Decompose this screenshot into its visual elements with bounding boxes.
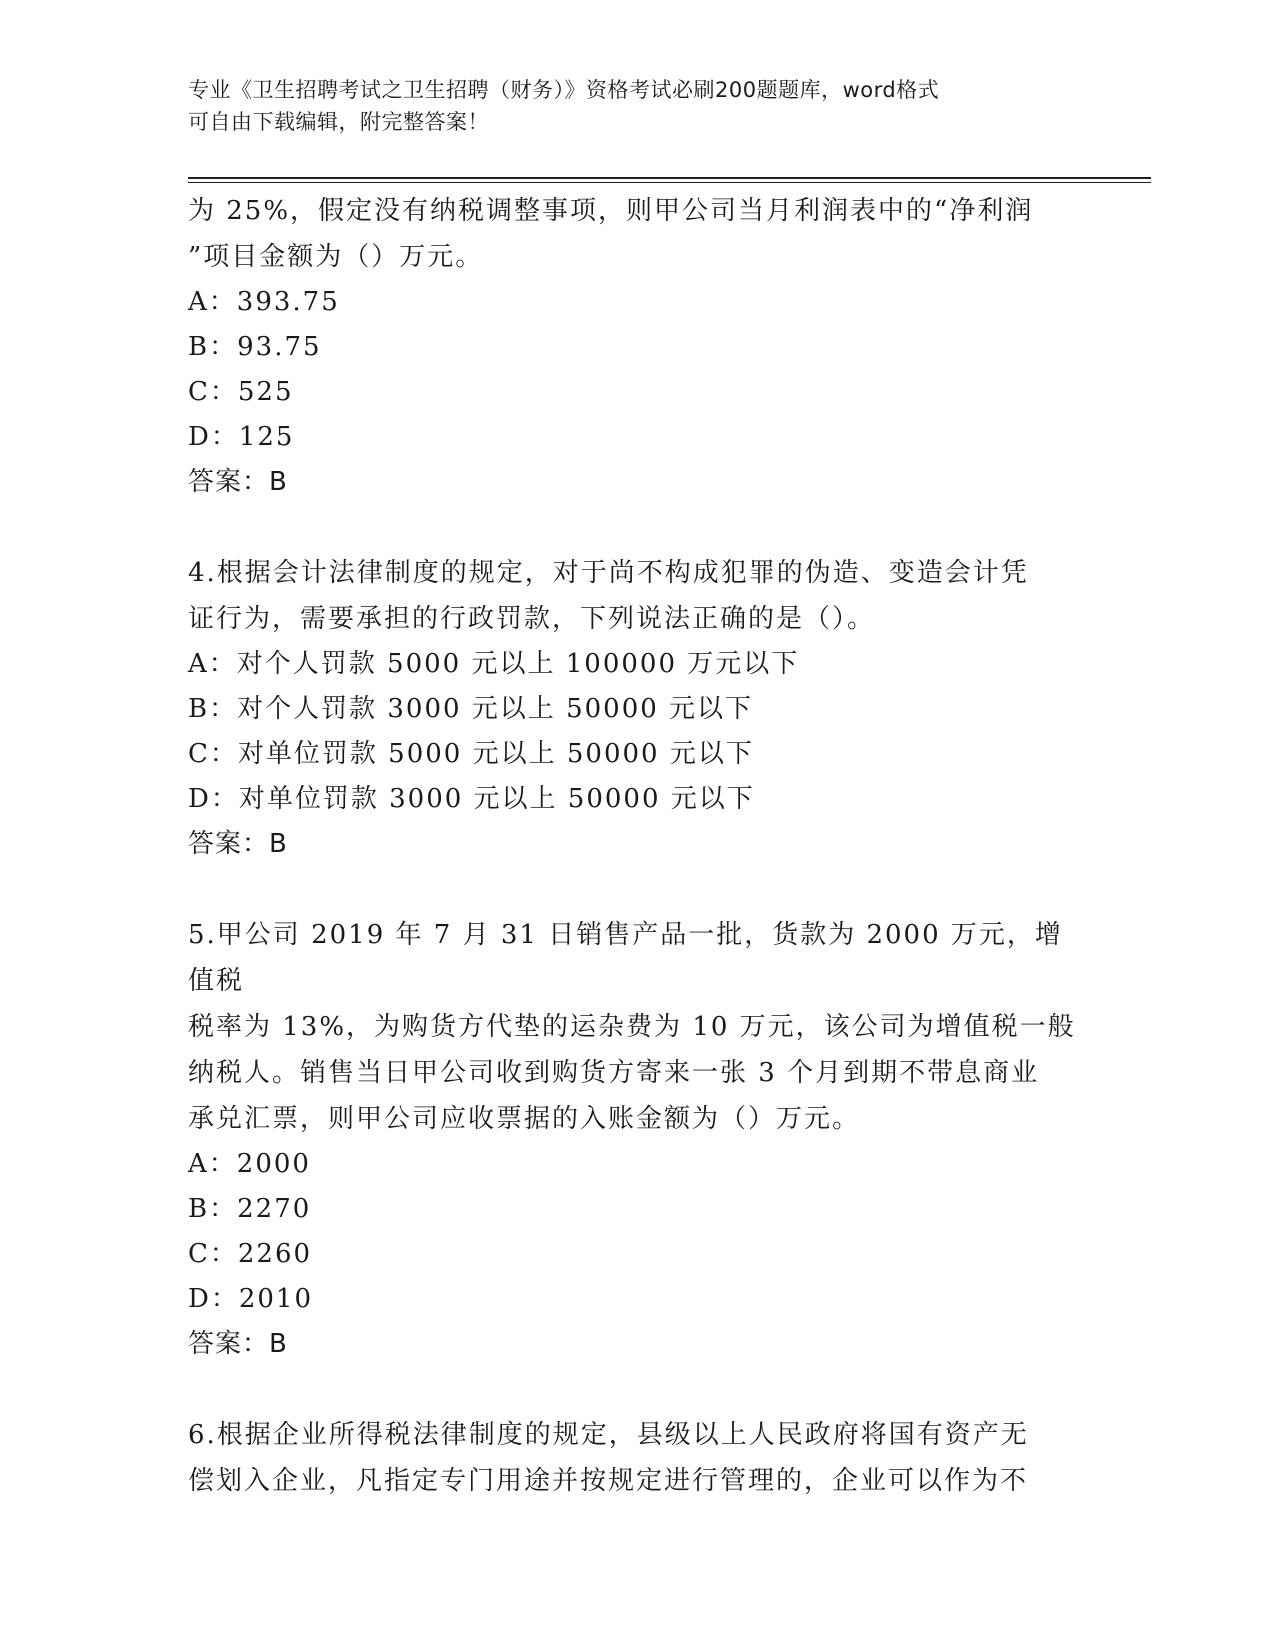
question-block (188, 1412, 1088, 1504)
option-b: B：对个人罚款 3000 元以上 50000 元以下 (188, 694, 754, 724)
answer-line: 答案：B (188, 467, 288, 497)
answer-line: 答案：B (188, 1329, 288, 1359)
question-text-line: ”项目金额为（）万元。 (188, 242, 484, 272)
question-block (188, 550, 1088, 867)
option-a: A：2000 (188, 1149, 311, 1179)
question-text-line: 证行为，需要承担的行政罚款，下列说法正确的是（）。 (188, 604, 876, 634)
question-text-line: 6.根据企业所得税法律制度的规定，县级以上人民政府将国有资产无 (188, 1420, 1029, 1450)
answer-line: 答案：B (188, 829, 288, 859)
question-text-line: 4.根据会计法律制度的规定，对于尚不构成犯罪的伪造、变造会计凭 (188, 558, 1029, 588)
spacer (188, 505, 1088, 550)
option-c: C：525 (188, 377, 294, 407)
option-a: A：对个人罚款 5000 元以上 100000 万元以下 (188, 649, 800, 679)
option-c: C：2260 (188, 1239, 313, 1269)
spacer (188, 867, 1088, 912)
question-block (188, 912, 1088, 1367)
option-b: B：2270 (188, 1194, 312, 1224)
option-d: D：2010 (188, 1284, 314, 1314)
question-text-line: 偿划入企业，凡指定专门用途并按规定进行管理的，企业可以作为不 (188, 1466, 1029, 1496)
option-c: C：对单位罚款 5000 元以上 50000 元以下 (188, 739, 754, 769)
question-text-line: 纳税人。销售当日甲公司收到购货方寄来一张 3 个月到期不带息商业 (188, 1058, 1040, 1088)
header-line-2: 可自由下载编辑，附完整答案！ (188, 110, 489, 134)
question-block (188, 188, 1088, 505)
option-d: D：125 (188, 422, 295, 452)
option-b: B：93.75 (188, 332, 322, 362)
header-rule-thick (188, 177, 1151, 179)
option-d: D：对单位罚款 3000 元以上 50000 元以下 (188, 784, 755, 814)
question-text-line: 税率为 13%，为购货方代垫的运杂费为 10 万元，该公司为增值税一般 (188, 1012, 1076, 1042)
header-line-1: 专业《卫生招聘考试之卫生招聘（财务）》资格考试必刷200题题库，word格式 (188, 78, 940, 102)
option-a: A：393.75 (188, 287, 340, 317)
question-text-line: 为 25%，假定没有纳税调整事项，则甲公司当月利润表中的“净利润 (188, 196, 1034, 226)
question-text-line: 承兑汇票，则甲公司应收票据的入账金额为（）万元。 (188, 1104, 861, 1134)
document-header (188, 74, 1088, 138)
spacer (188, 1367, 1088, 1412)
header-rule-thin (188, 182, 1151, 183)
question-content (188, 188, 1088, 1504)
question-text-line: 5.甲公司 2019 年 7 月 31 日销售产品一批，货款为 2000 万元，增值税 (188, 920, 1063, 996)
